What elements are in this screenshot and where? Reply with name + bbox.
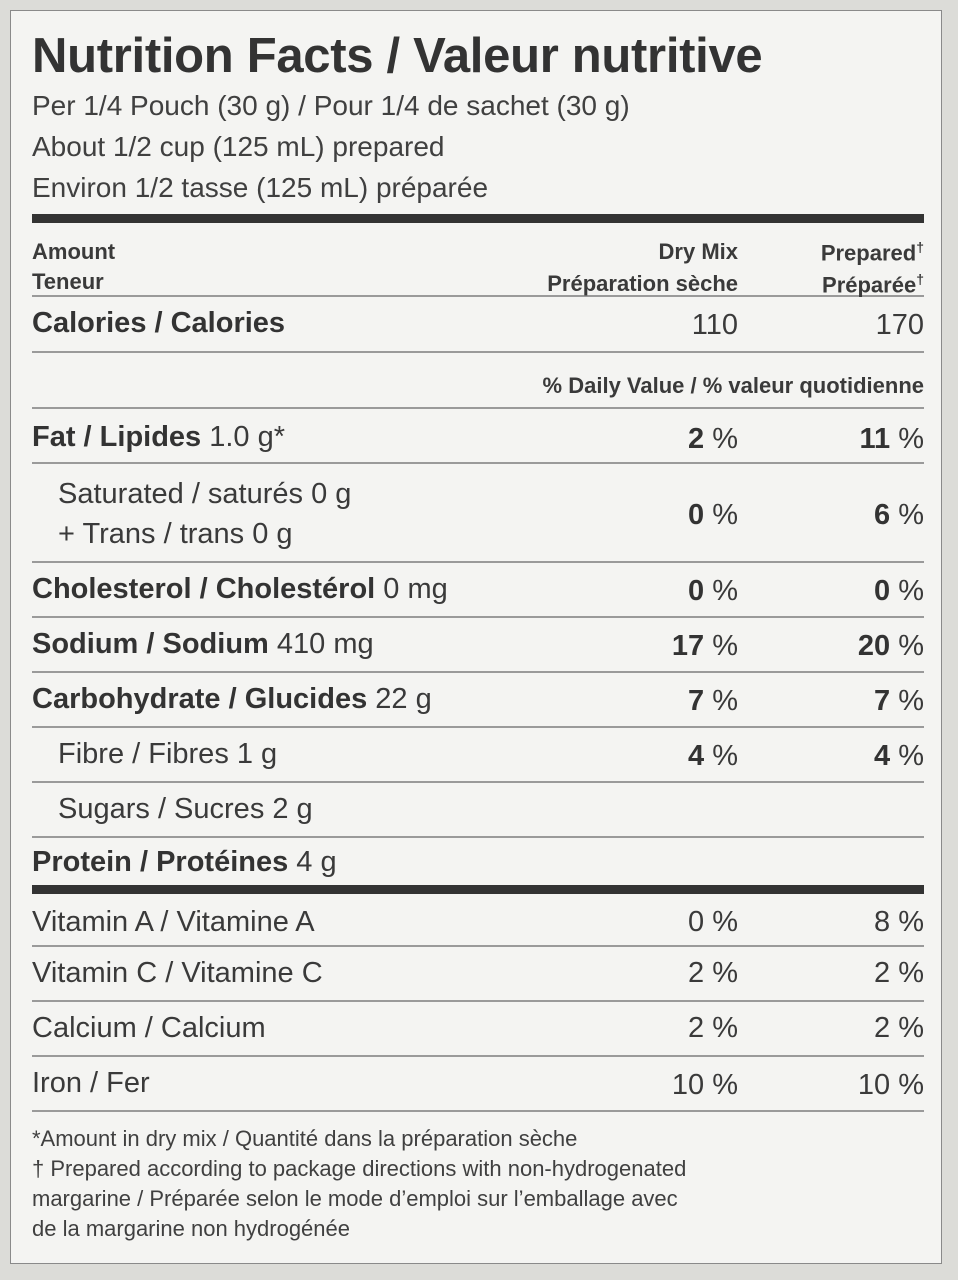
nutrient-amount: 22 g: [375, 683, 432, 715]
nutrient-label: Protein / Protéines: [32, 846, 289, 878]
nutrient-label: Sugars / Sucres 2 g: [58, 793, 313, 825]
nutrient-row-fat: [32, 409, 924, 462]
nutrient-dry: 0 %: [688, 575, 738, 607]
prepared-label-fr: Préparée†: [822, 271, 924, 298]
nutrient-prepared: 0 %: [874, 575, 924, 607]
footnote-dry-mix: *Amount in dry mix / Quantité dans la préparation sèche: [32, 1126, 578, 1151]
vitamin-label: Iron / Fer: [32, 1067, 150, 1099]
serving-size-line-2: About 1/2 cup (125 mL) prepared: [32, 131, 445, 162]
nutrient-dry: 2 %: [688, 423, 738, 455]
nutrient-label: Fat / Lipides: [32, 421, 202, 453]
vitamin-prepared: 2 %: [874, 957, 924, 989]
nutrient-dry: 4 %: [688, 740, 738, 772]
daily-value-header-row: [32, 353, 924, 407]
vitamin-row: [32, 1057, 924, 1110]
vitamin-dry: 2 %: [688, 1012, 738, 1044]
nutrient-row-fibre: [32, 728, 924, 781]
vitamin-prepared: 8 %: [874, 906, 924, 938]
nutrient-row-carbohydrate: [32, 673, 924, 726]
serving-size-line-3: Environ 1/2 tasse (125 mL) préparée: [32, 172, 489, 203]
nutrient-amount: 0 mg: [383, 573, 448, 605]
nutrient-amount: 1.0 g*: [209, 421, 286, 453]
teneur-label: Teneur: [32, 269, 104, 294]
nutrient-prepared: 4 %: [874, 740, 924, 772]
vitamin-prepared: 10 %: [857, 1069, 924, 1101]
nutrient-dry: 0 %: [688, 499, 738, 531]
nutrition-facts-panel: [10, 10, 942, 1264]
nutrient-label: Cholesterol / Cholestérol: [32, 573, 376, 605]
vitamin-dry: 2 %: [688, 957, 738, 989]
column-header: [32, 223, 924, 298]
calories-dry: 110: [691, 309, 738, 341]
nutrient-row-saturated-trans: [32, 464, 924, 561]
calories-prepared: 170: [875, 309, 924, 341]
vitamin-prepared: 2 %: [874, 1012, 924, 1044]
calories-row: [32, 297, 924, 351]
vitamin-row: [32, 1002, 924, 1055]
dry-mix-label-fr: Préparation sèche: [547, 271, 738, 296]
nutrient-row-cholesterol: [32, 563, 924, 616]
thick-divider: [32, 214, 924, 223]
nutrient-prepared: 7 %: [874, 685, 924, 717]
amount-label: Amount: [32, 239, 116, 264]
vitamin-dry: 10 %: [671, 1069, 738, 1101]
nutrient-prepared: 6 %: [874, 499, 924, 531]
prepared-label: Prepared†: [820, 239, 924, 266]
nutrient-row-sugars: [32, 783, 924, 836]
nutrient-dry: 7 %: [688, 685, 738, 717]
vitamin-label: Vitamin C / Vitamine C: [32, 957, 323, 989]
nutrient-amount: 410 mg: [276, 628, 374, 660]
nutrient-label: Carbohydrate / Glucides: [32, 683, 368, 715]
nutrition-facts-content: [32, 27, 924, 1244]
calories-label: Calories / Calories: [32, 307, 286, 339]
vitamin-dry: 0 %: [688, 906, 738, 938]
nutrient-dry: 17 %: [671, 630, 738, 662]
nutrient-label-2: + Trans / trans 0 g: [58, 518, 293, 550]
footnote-prepared-1: † Prepared according to package directions with non-hydrogenated: [32, 1156, 687, 1181]
nutrient-row-sodium: [32, 618, 924, 671]
nutrient-prepared: 11 %: [859, 423, 924, 455]
serving-size-line-1: Per 1/4 Pouch (30 g) / Pour 1/4 de sachet (30 g): [32, 90, 630, 121]
label-title: Nutrition Facts / Valeur nutritive: [32, 29, 763, 83]
vitamin-label: Calcium / Calcium: [32, 1012, 266, 1044]
daily-value-header: % Daily Value / % valeur quotidienne: [542, 373, 924, 398]
vitamin-row: [32, 947, 924, 1000]
footnote-prepared-2: margarine / Préparée selon le mode d’emploi sur l’emballage avec: [32, 1186, 678, 1211]
thick-divider: [32, 885, 924, 894]
footnote-prepared-3: de la margarine non hydrogénée: [32, 1216, 351, 1241]
nutrient-label: Saturated / saturés 0 g: [58, 478, 352, 510]
dry-mix-label: Dry Mix: [658, 239, 738, 264]
nutrient-label: Sodium / Sodium: [32, 628, 269, 660]
nutrient-row-protein: [32, 838, 924, 885]
nutrient-prepared: 20 %: [857, 630, 924, 662]
vitamin-label: Vitamin A / Vitamine A: [32, 906, 315, 938]
nutrient-amount: 4 g: [296, 846, 337, 878]
vitamin-row: [32, 894, 924, 945]
nutrient-label: Fibre / Fibres 1 g: [58, 738, 278, 770]
